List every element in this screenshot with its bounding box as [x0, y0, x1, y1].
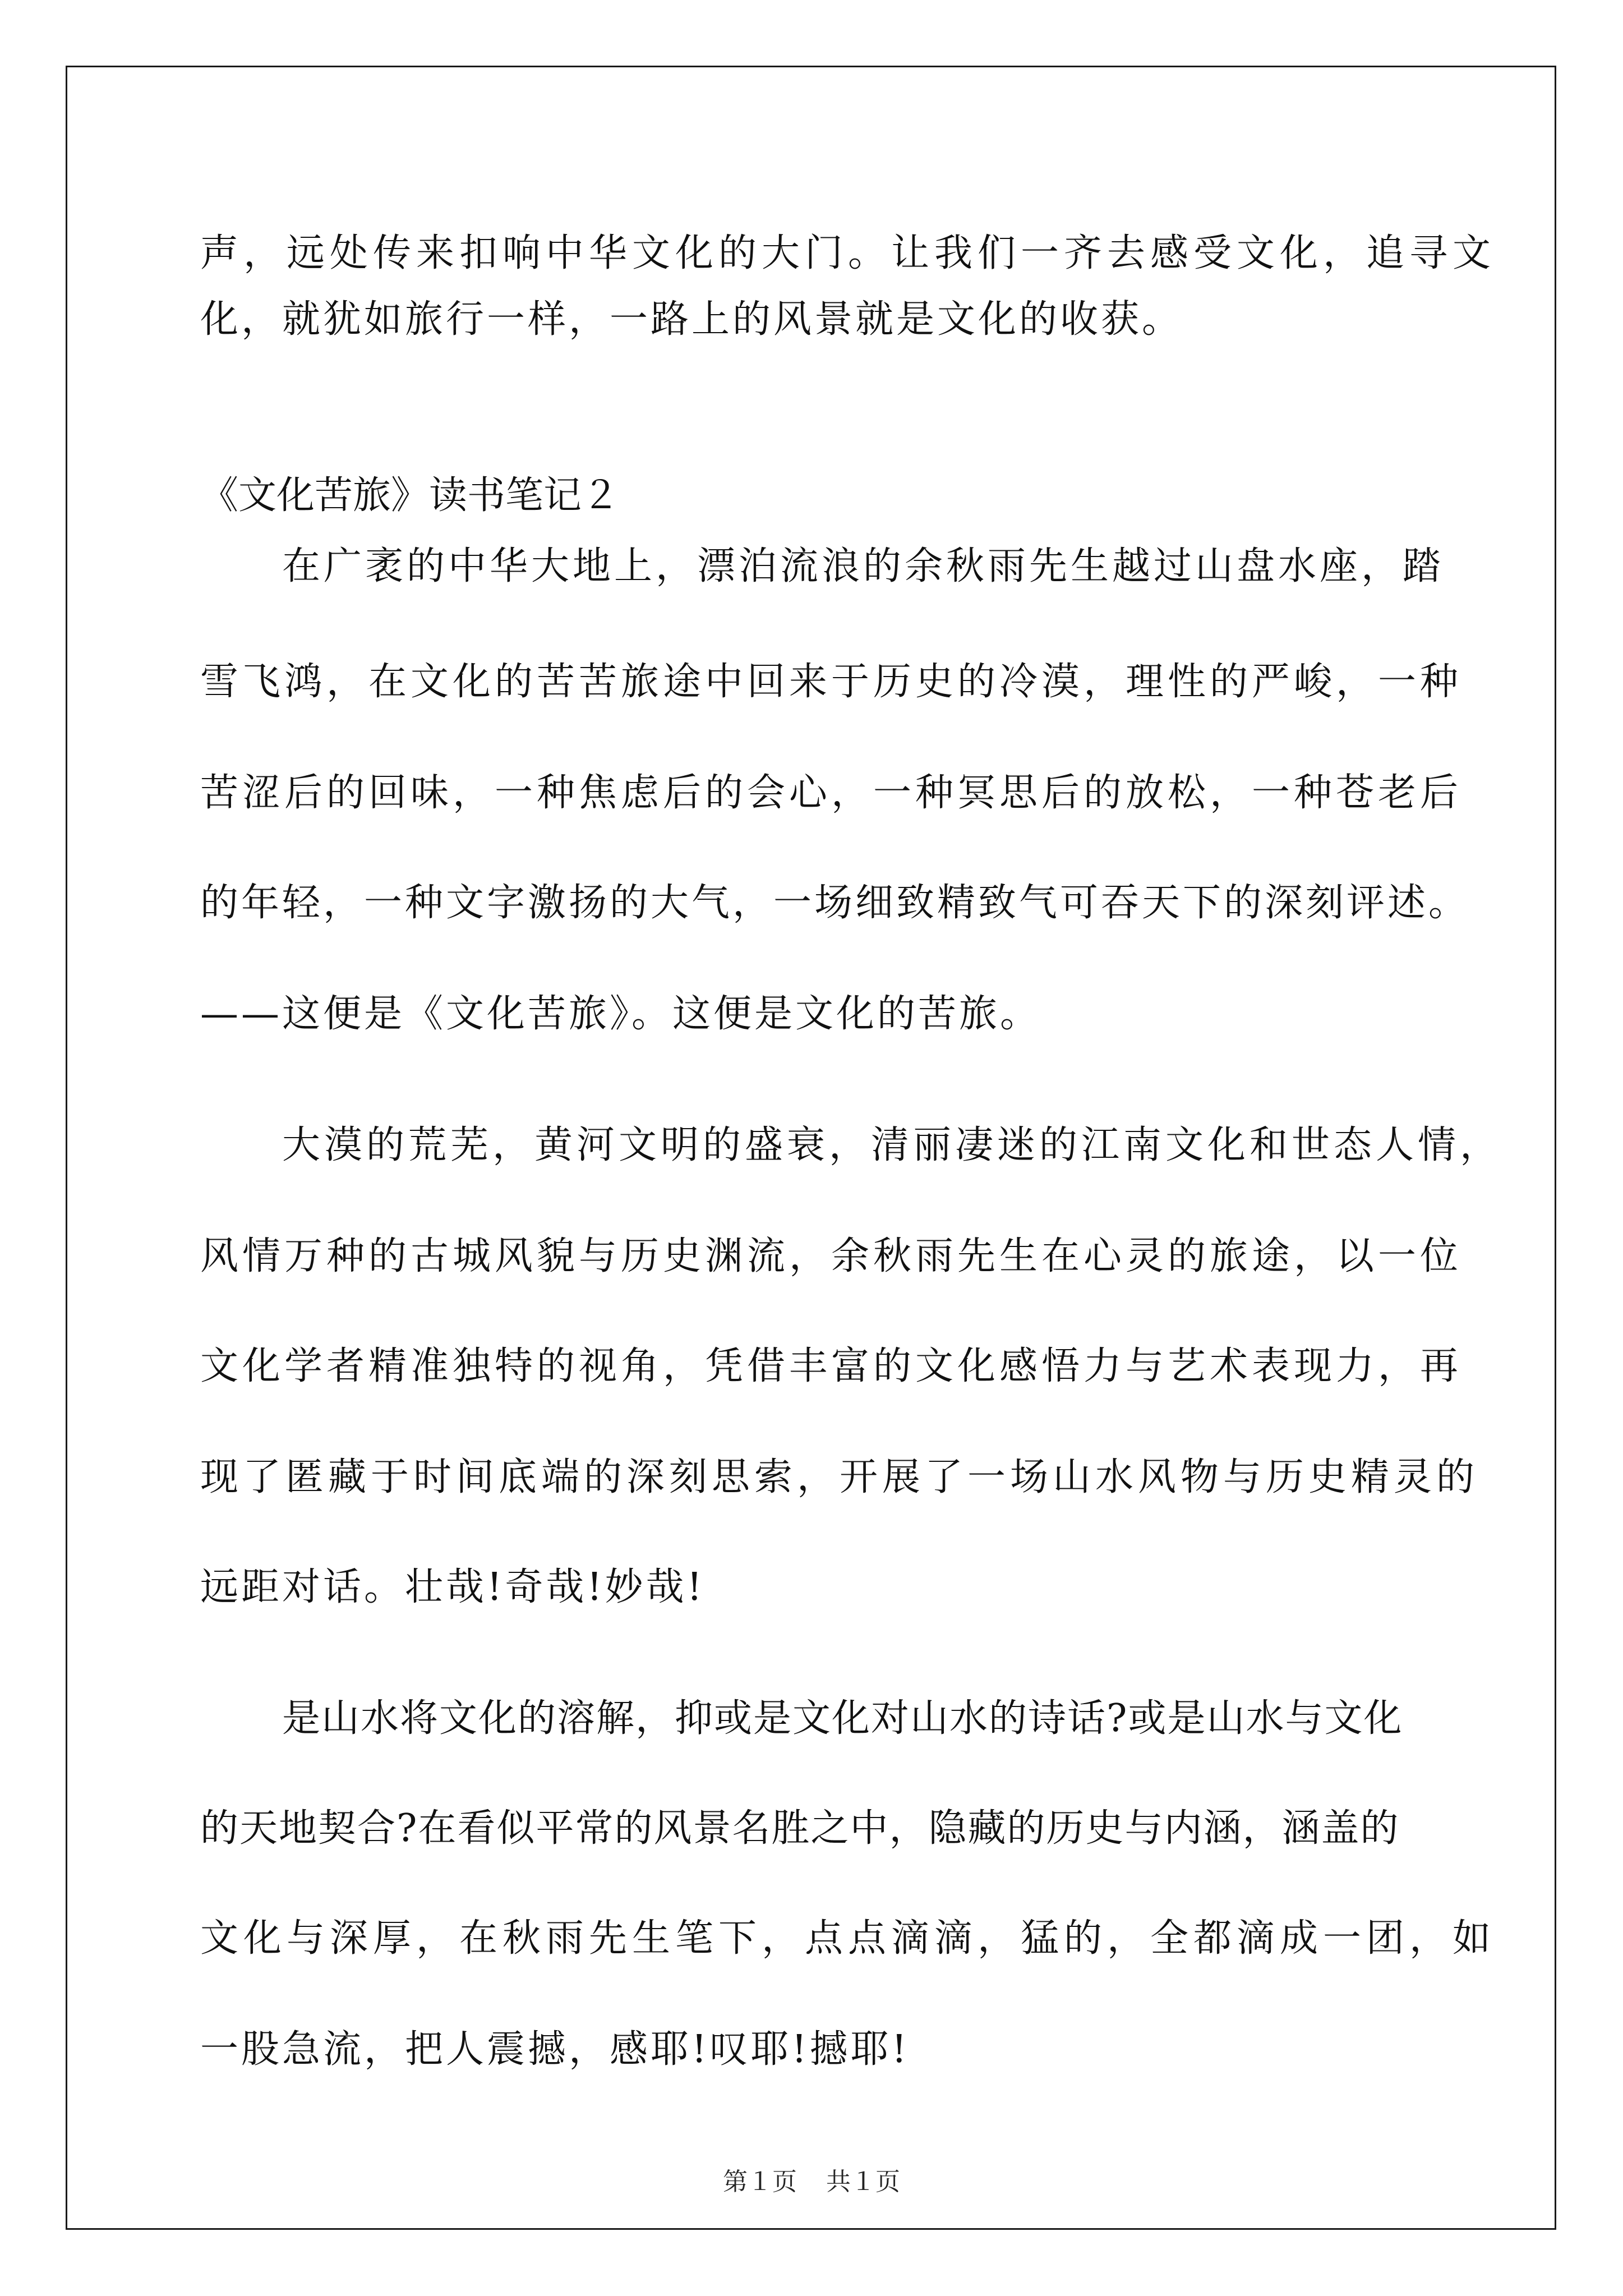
page-number-current: 第１页 — [723, 2168, 797, 2196]
paragraph-line: 的天地契合?在看似平常的风景名胜之中，隐藏的历史与内涵，涵盖的 — [200, 1806, 1400, 1851]
paragraph-line: 在广袤的中华大地上，漂泊流浪的余秋雨先生越过山盘水座，踏 — [282, 544, 1445, 588]
paragraph-line: 文化学者精准独特的视角，凭借丰富的文化感悟力与艺术表现力，再 — [200, 1344, 1463, 1388]
page-number-total: 共１页 — [826, 2168, 900, 2196]
paragraph-line: 声，远处传来扣响中华文化的大门。让我们一齐去感受文化，追寻文 — [200, 231, 1496, 275]
section-heading: 《文化苦旅》读书笔记２ — [200, 473, 620, 518]
paragraph-line: 文化与深厚，在秋雨先生笔下，点点滴滴，猛的，全都滴成一团，如 — [200, 1916, 1496, 1961]
paragraph-line: 苦涩后的回味，一种焦虑后的会心，一种冥思后的放松，一种苍老后 — [200, 771, 1463, 815]
paragraph-line: 风情万种的古城风貌与历史渊流，余秋雨先生在心灵的旅途，以一位 — [200, 1234, 1463, 1278]
paragraph-line: 化，就犹如旅行一样，一路上的风景就是文化的收获。 — [200, 297, 1183, 342]
paragraph-line: 大漠的荒芜，黄河文明的盛衰，清丽凄迷的江南文化和世态人情， — [282, 1123, 1502, 1167]
paragraph-line: ——这便是《文化苦旅》。这便是文化的苦旅。 — [200, 992, 1041, 1036]
paragraph-line: 一股急流，把人震撼，感耶!叹耶!撼耶! — [200, 2027, 910, 2072]
paragraph-line: 是山水将文化的溶解，抑或是文化对山水的诗话?或是山水与文化 — [282, 1696, 1403, 1741]
paragraph-line: 远距对话。壮哉!奇哉!妙哉! — [200, 1565, 705, 1609]
paragraph-line: 雪飞鸿，在文化的苦苦旅途中回来于历史的冷漠，理性的严峻，一种 — [200, 660, 1463, 704]
paragraph-line: 的年轻，一种文字激扬的大气，一场细致精致气可吞天下的深刻评述。 — [200, 881, 1470, 925]
page-footer — [0, 2166, 1623, 2198]
paragraph-line: 现了匿藏于时间底端的深刻思索，开展了一场山水风物与历史精灵的 — [200, 1455, 1479, 1499]
